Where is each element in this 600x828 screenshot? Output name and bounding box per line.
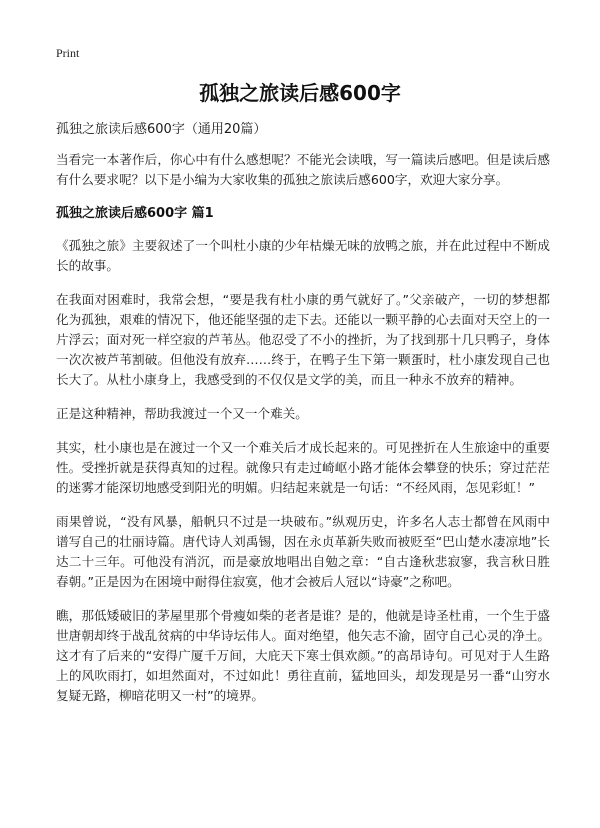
body-paragraph: 其实，杜小康也是在渡过一个又一个难关后才成长起来的。可见挫折在人生旅途中的重要性。受挫折就是获得真知的过程。就像只有走过崎岖小路才能体会攀登的快乐；穿过茫茫的迷雾才能深切地感受到阳光的明媚。归结起来就是一句话：“不经风雨，怎见彩虹！” — [56, 440, 550, 495]
section-heading: 孤独之旅读后感600字 篇1 — [56, 206, 214, 221]
body-paragraph: 瞧，那低矮破旧的茅屋里那个骨瘦如柴的老者是谁？是的，他就是诗圣杜甫，一个生于盛世唐朝却终于战乱贫病的中华诗坛伟人。面对绝望，他矢志不渝，固守自己心灵的净土。这才有了后来的“安得广厦千万间，大庇天下寒士俱欢颜。”的高昂诗句。可见对于人生路上的风吹雨打，如坦然面对，不过如此！勇往直前，猛地回头，却发现是另一番“山穷水复疑无路，柳暗花明又一村”的境界。 — [56, 608, 550, 703]
body-paragraph: 《孤独之旅》主要叙述了一个叫杜小康的少年枯燥无味的放鸭之旅，并在此过程中不断成长的故事。 — [56, 238, 550, 273]
intro-paragraph: 当看完一本著作后，你心中有什么感想呢？不能光会读哦，写一篇读后感吧。但是读后感有什么要求呢？以下是小编为大家收集的孤独之旅读后感600字，欢迎大家分享。 — [56, 152, 550, 187]
body-paragraph: 雨果曾说，“没有风暴，船帆只不过是一块破布。”纵观历史，许多名人志士都曾在风雨中谱写自己的壮丽诗篇。唐代诗人刘禹锡，因在永贞革新失败而被贬至“巴山楚水凄凉地”长达二十三年。可他没有消沉，而是豪放地唱出自勉之章：“自古逢秋悲寂寥，我言秋日胜春朝。”正是因为在困境中耐得住寂寞，他才会被后人冠以“诗豪”之称吧。 — [56, 514, 550, 589]
document-body — [56, 150, 550, 720]
page-title: 孤独之旅读后感600字 — [199, 81, 401, 105]
body-paragraph: 正是这种精神，帮助我渡过一个又一个难关。 — [56, 406, 308, 421]
body-paragraph: 在我面对困难时，我常会想，“要是我有杜小康的勇气就好了。”父亲破产，一切的梦想都化为孤独，艰难的情况下，他还能坚强的走下去。还能以一颗平静的心去面对天空上的一片浮云；面对死一样空寂的芦苇丛。他忍受了不小的挫折，为了找到那十几只鸭子，身体一次次被芦苇割破。但他没有放弃……终于，在鸭子生下第一颗蛋时，杜小康发现自己也长大了。从杜小康身上，我感受到的不仅仅是文学的美，而且一种永不放弃的精神。 — [56, 292, 550, 387]
print-link[interactable]: Print — [56, 46, 80, 60]
document-subtitle: 孤独之旅读后感600字（通用20篇） — [56, 122, 267, 137]
